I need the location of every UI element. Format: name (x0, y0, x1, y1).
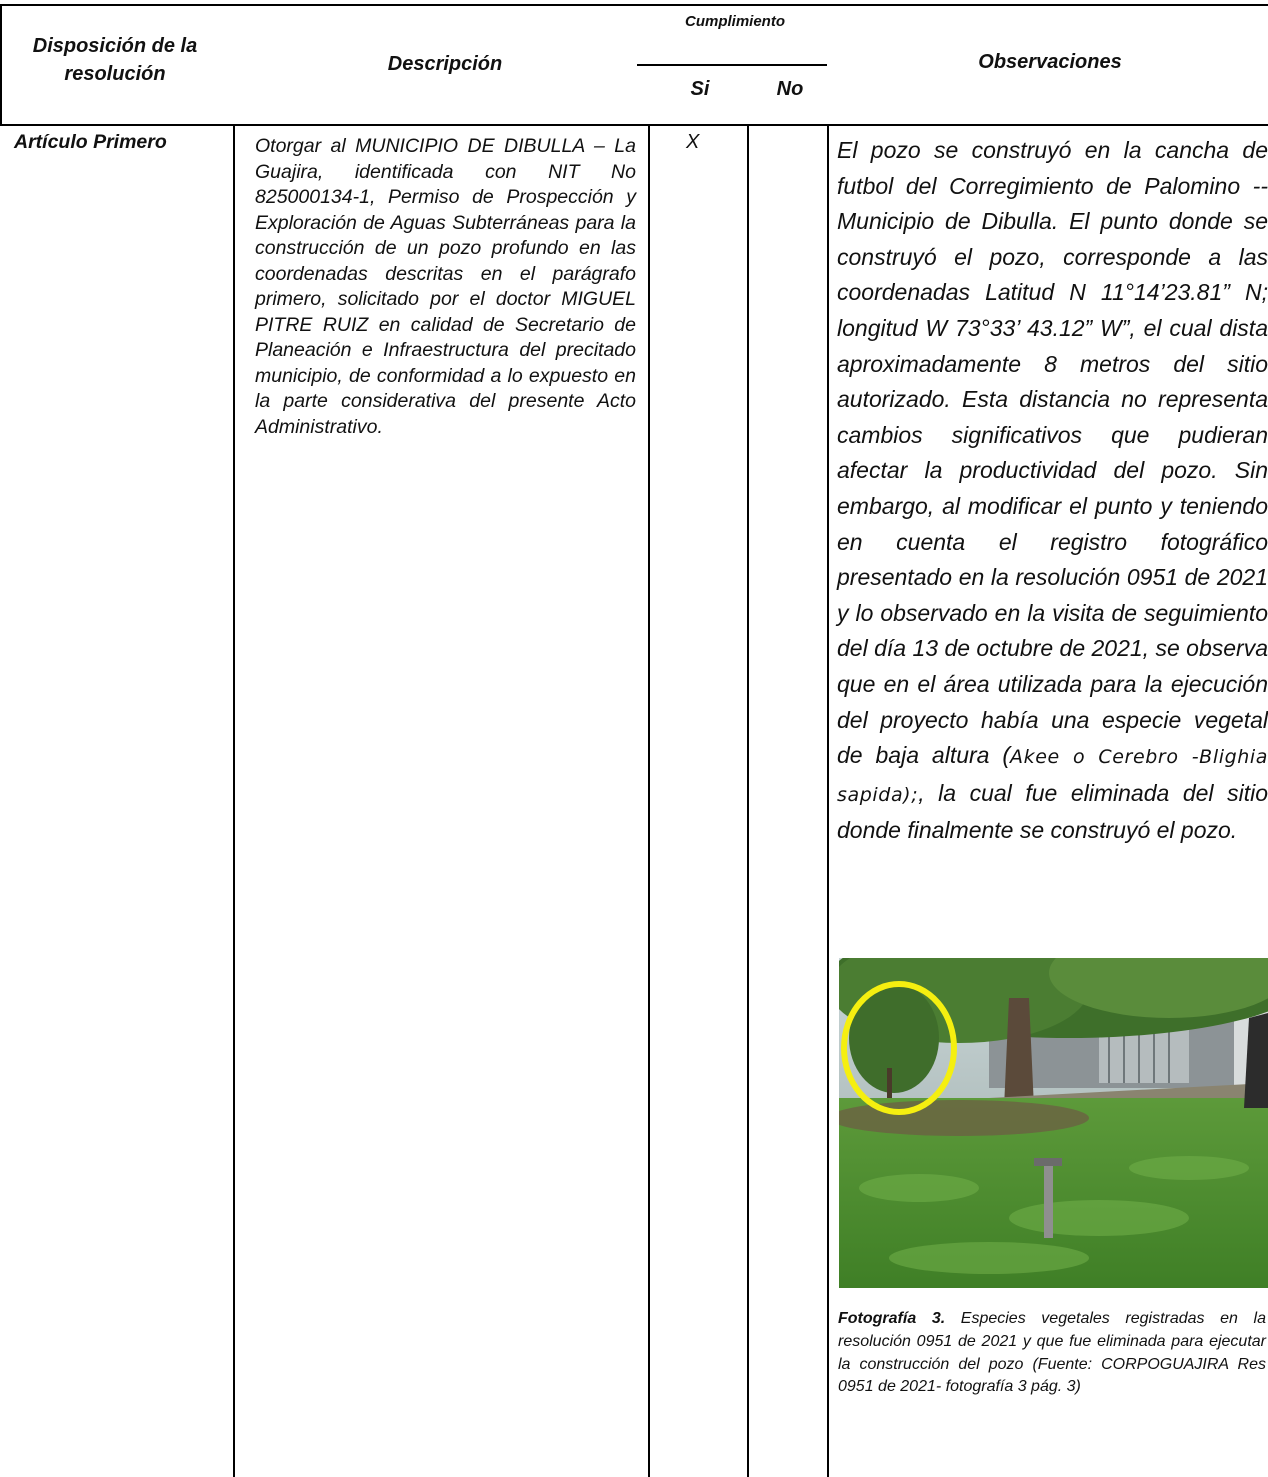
caption-text: Especies vegetales registradas en la resolución 0951 de 2021 y que fue eliminada para ejecutar la construcción del pozo (Fuente: CORPOGUAJIRA Res 0951 de 2021- fotografía 3 pág. 3) (838, 1310, 1266, 1396)
cumplimiento-underline (637, 64, 827, 66)
table-top-border (0, 4, 1268, 6)
row-descripcion: Otorgar al MUNICIPIO DE DIBULLA – La Guajira, identificada con NIT No 825000134-1, Permiso de Prospección y Exploración de Aguas Subterráneas para la construcción de un pozo profundo en las coordenadas descritas en el parágrafo primero, solicitado por el doctor MIGUEL PITRE RUIZ en calidad de Secretario de Planeación e Infraestructura del precitado municipio, de conformidad a lo expuesto en la parte considerativa del presente Acto Administrativo. (255, 135, 636, 438)
header-descripcion: Descripción (387, 53, 503, 75)
observaciones-tail: , la cual fue eliminada del sitio donde finalmente se construyó el pozo. (837, 779, 1268, 844)
species-name: Akee o Cerebro -Blighia sapida); (837, 746, 1268, 806)
column-divider-4 (827, 124, 829, 1477)
header-observaciones: Observaciones (978, 51, 1122, 73)
photo-vegetation (839, 958, 1268, 1288)
observaciones-text: El pozo se construyó en la cancha de futbol del Corregimiento de Palomino -- Municipio de Dibulla. El punto donde se construyó el pozo, corresponde a las coordenadas Latitud N 11°14’23.81” N; longitud W 73°33’ 43.12” W”, el cual dista aproximadamente 8 metros del sitio autorizado. Esta distancia no representa cambios significativos que pudieran afectar la productividad del pozo. Sin embargo, al modificar el punto y teniendo en cuenta el registro fotográfico presentado en la resolución 0951 de 2021 y lo observado en la visita de seguimiento del día 13 de octubre de 2021, se observa que en el área utilizada para la ejecución del proyecto había una especie vegetal de baja altura ( (837, 137, 1268, 769)
column-divider-1 (233, 124, 235, 1477)
header-si: Si (690, 78, 710, 100)
header-cumplimiento: Cumplimiento (685, 13, 785, 30)
column-divider-2 (648, 124, 650, 1477)
row-observaciones (837, 133, 1268, 849)
header-disposicion: Disposición de la resolución (32, 35, 198, 85)
photo-caption (838, 1308, 1266, 1399)
column-divider-3 (747, 124, 749, 1477)
header-no: No (776, 78, 804, 100)
row-disposicion: Artículo Primero (14, 131, 167, 153)
photo-illustration (839, 958, 1268, 1288)
caption-label: Fotografía 3. (838, 1310, 946, 1327)
table-left-border (0, 4, 2, 126)
si-mark: X (686, 131, 700, 153)
header-bottom-border (0, 124, 1268, 126)
